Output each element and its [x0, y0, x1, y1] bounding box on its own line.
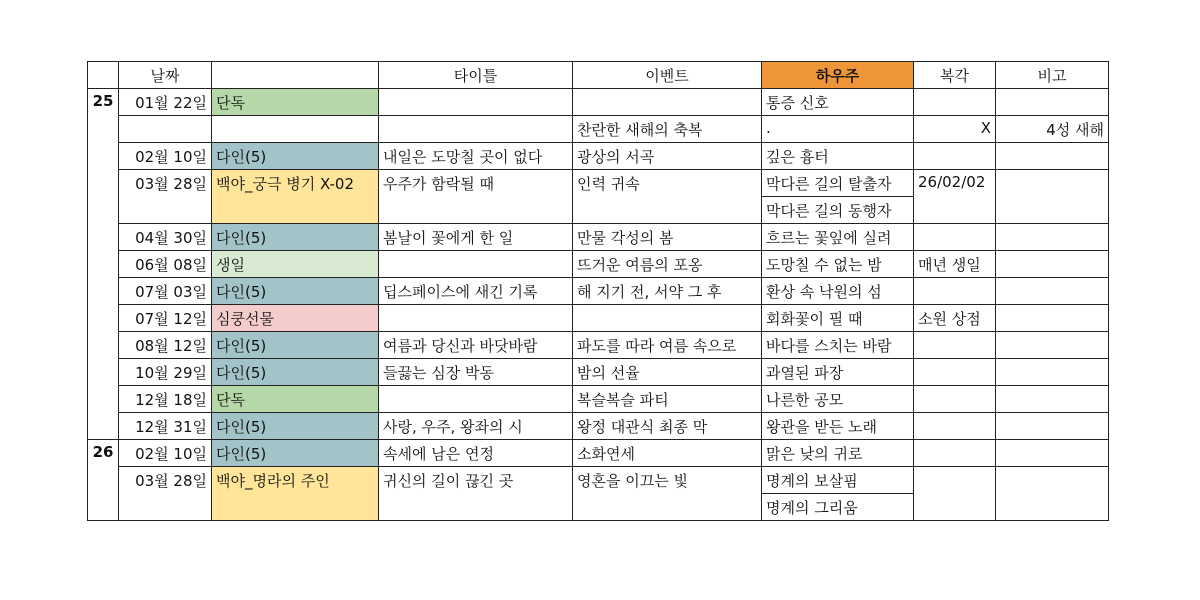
house-cell: 과열된 파장	[762, 359, 914, 386]
rerun-cell	[914, 386, 996, 413]
type-cell: 다인(5)	[212, 359, 379, 386]
house-cell: 바다를 스치는 바람	[762, 332, 914, 359]
rerun-cell	[914, 278, 996, 305]
title-cell: 여름과 당신과 바닷바람	[379, 332, 573, 359]
type-cell: 다인(5)	[212, 413, 379, 440]
event-cell: 소화연세	[573, 440, 762, 467]
header-row	[88, 62, 1109, 89]
note-cell	[996, 170, 1109, 224]
rerun-cell: 매년 생일	[914, 251, 996, 278]
rerun-cell	[914, 332, 996, 359]
note-cell	[996, 143, 1109, 170]
table-row	[88, 116, 1109, 143]
rerun-cell	[914, 467, 996, 521]
date-cell: 01월 22일	[119, 89, 212, 116]
note-cell	[996, 251, 1109, 278]
house-cell: .	[762, 116, 914, 143]
title-cell: 우주가 함락될 때	[379, 170, 573, 224]
title-cell: 사랑, 우주, 왕좌의 시	[379, 413, 573, 440]
event-cell: 해 지기 전, 서약 그 후	[573, 278, 762, 305]
event-cell: 복슬복슬 파티	[573, 386, 762, 413]
house-cell: 통증 신호	[762, 89, 914, 116]
header-date: 날짜	[119, 62, 212, 89]
title-cell: 귀신의 길이 끊긴 곳	[379, 467, 573, 521]
event-cell: 영혼을 이끄는 빛	[573, 467, 762, 521]
type-cell: 다인(5)	[212, 440, 379, 467]
header-rerun: 복각	[914, 62, 996, 89]
title-cell	[379, 89, 573, 116]
house-cell: 명계의 그리움	[762, 494, 914, 521]
date-cell: 12월 31일	[119, 413, 212, 440]
title-cell: 들끓는 심장 박동	[379, 359, 573, 386]
note-cell	[996, 467, 1109, 521]
note-cell	[996, 386, 1109, 413]
house-cell: 맑은 낮의 귀로	[762, 440, 914, 467]
event-cell	[573, 305, 762, 332]
table-row	[88, 278, 1109, 305]
type-cell: 단독	[212, 386, 379, 413]
note-cell: 4성 새해	[996, 116, 1109, 143]
date-cell: 03월 28일	[119, 170, 212, 224]
title-cell: 봄날이 꽃에게 한 일	[379, 224, 573, 251]
house-cell: 깊은 흉터	[762, 143, 914, 170]
table-row	[88, 332, 1109, 359]
date-cell: 12월 18일	[119, 386, 212, 413]
house-cell: 막다른 길의 동행자	[762, 197, 914, 224]
table-row	[88, 89, 1109, 116]
event-cell: 인력 귀속	[573, 170, 762, 224]
table-row	[88, 170, 1109, 197]
note-cell	[996, 440, 1109, 467]
note-cell	[996, 413, 1109, 440]
header-note: 비고	[996, 62, 1109, 89]
rerun-cell	[914, 413, 996, 440]
type-cell: 백야_명라의 주인	[212, 467, 379, 521]
event-cell: 찬란한 새해의 축복	[573, 116, 762, 143]
table-row	[88, 440, 1109, 467]
house-cell: 왕관을 받든 노래	[762, 413, 914, 440]
event-cell: 광상의 서곡	[573, 143, 762, 170]
house-cell: 명계의 보살핌	[762, 467, 914, 494]
header-event: 이벤트	[573, 62, 762, 89]
type-cell: 심쿵선물	[212, 305, 379, 332]
table-row	[88, 251, 1109, 278]
note-cell	[996, 278, 1109, 305]
date-cell: 07월 12일	[119, 305, 212, 332]
header-year	[88, 62, 119, 89]
year-cell-26: 26	[88, 440, 119, 521]
title-cell	[379, 116, 573, 143]
note-cell	[996, 332, 1109, 359]
title-cell	[379, 251, 573, 278]
type-cell: 다인(5)	[212, 224, 379, 251]
rerun-cell: 소원 상점	[914, 305, 996, 332]
table-row	[88, 467, 1109, 494]
type-cell: 단독	[212, 89, 379, 116]
event-cell: 왕정 대관식 최종 막	[573, 413, 762, 440]
title-cell: 딥스페이스에 새긴 기록	[379, 278, 573, 305]
table-row	[88, 359, 1109, 386]
date-cell: 04월 30일	[119, 224, 212, 251]
header-title: 타이틀	[379, 62, 573, 89]
type-cell: 다인(5)	[212, 332, 379, 359]
rerun-cell	[914, 143, 996, 170]
rerun-cell	[914, 440, 996, 467]
table-row	[88, 224, 1109, 251]
event-cell: 뜨거운 여름의 포옹	[573, 251, 762, 278]
type-cell: 백야_궁극 병기 X-02	[212, 170, 379, 224]
table-row	[88, 143, 1109, 170]
note-cell	[996, 305, 1109, 332]
schedule-table	[87, 61, 1109, 521]
rerun-cell	[914, 224, 996, 251]
type-cell: 다인(5)	[212, 143, 379, 170]
rerun-cell: 26/02/02	[914, 170, 996, 224]
rerun-cell: X	[914, 116, 996, 143]
date-cell: 02월 10일	[119, 440, 212, 467]
event-cell: 만물 각성의 봄	[573, 224, 762, 251]
title-cell: 속세에 남은 연정	[379, 440, 573, 467]
date-cell: 06월 08일	[119, 251, 212, 278]
rerun-cell	[914, 89, 996, 116]
house-cell: 회화꽃이 필 때	[762, 305, 914, 332]
date-cell: 02월 10일	[119, 143, 212, 170]
title-cell: 내일은 도망칠 곳이 없다	[379, 143, 573, 170]
type-cell	[212, 116, 379, 143]
date-cell: 10월 29일	[119, 359, 212, 386]
header-type	[212, 62, 379, 89]
event-cell: 파도를 따라 여름 속으로	[573, 332, 762, 359]
date-cell: 03월 28일	[119, 467, 212, 521]
note-cell	[996, 89, 1109, 116]
date-cell: 08월 12일	[119, 332, 212, 359]
table-row	[88, 386, 1109, 413]
event-cell	[573, 89, 762, 116]
header-house: 하우주	[762, 62, 914, 89]
title-cell	[379, 386, 573, 413]
note-cell	[996, 224, 1109, 251]
note-cell	[996, 359, 1109, 386]
house-cell: 도망칠 수 없는 밤	[762, 251, 914, 278]
event-cell: 밤의 선율	[573, 359, 762, 386]
year-cell-25: 25	[88, 89, 119, 440]
title-cell	[379, 305, 573, 332]
house-cell: 흐르는 꽃잎에 실려	[762, 224, 914, 251]
table-row	[88, 305, 1109, 332]
type-cell: 생일	[212, 251, 379, 278]
date-cell: 07월 03일	[119, 278, 212, 305]
table-row	[88, 413, 1109, 440]
type-cell: 다인(5)	[212, 278, 379, 305]
date-cell	[119, 116, 212, 143]
house-cell: 환상 속 낙원의 섬	[762, 278, 914, 305]
house-cell: 나른한 공모	[762, 386, 914, 413]
house-cell: 막다른 길의 탈출자	[762, 170, 914, 197]
rerun-cell	[914, 359, 996, 386]
